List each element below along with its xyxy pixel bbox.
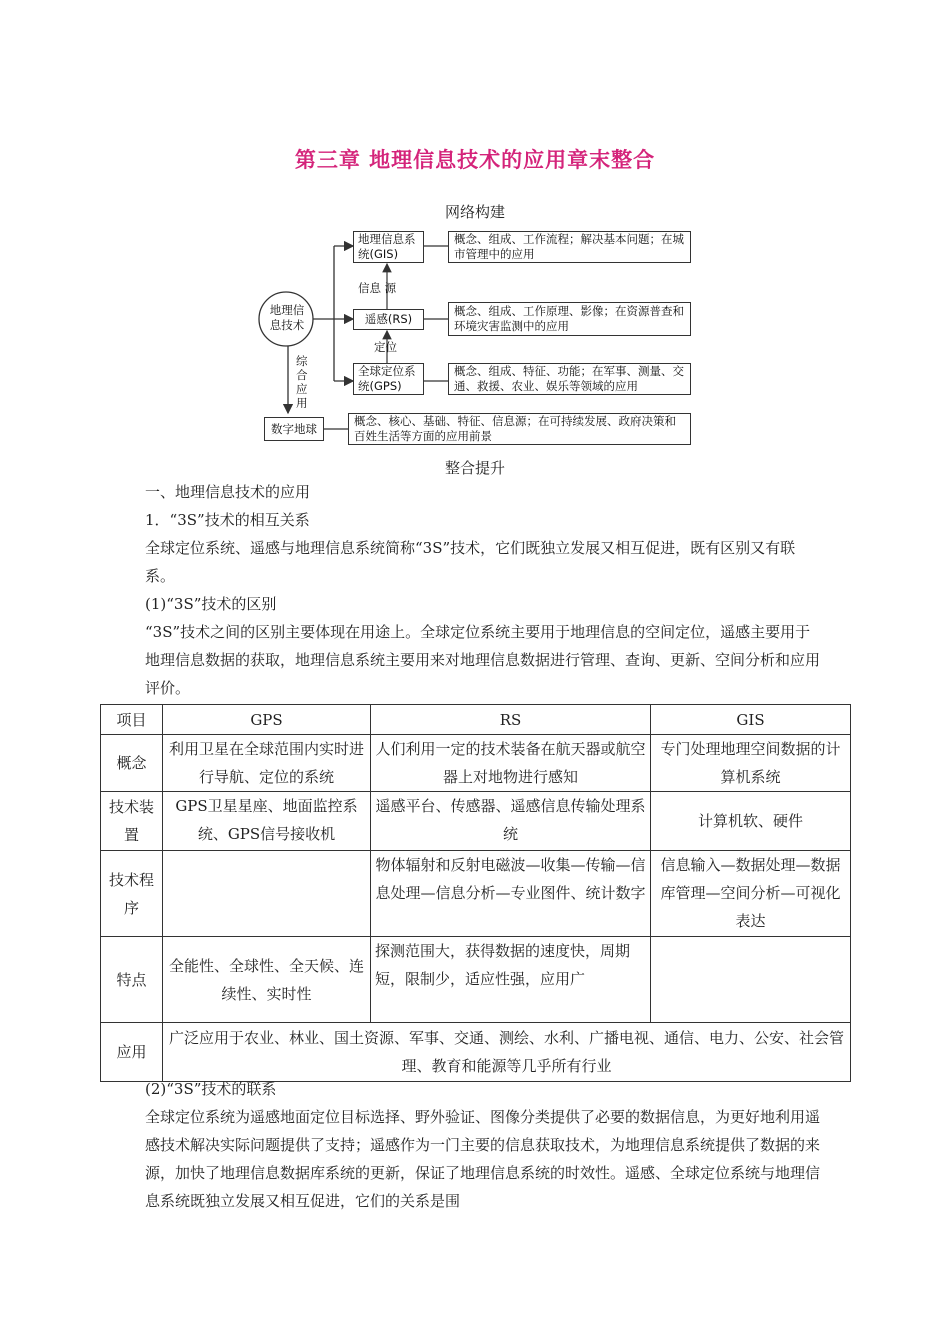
table-header-rs: RS xyxy=(371,705,651,735)
table-header-gis: GIS xyxy=(651,705,851,735)
label-positioning: 定位 xyxy=(374,340,397,354)
cell-gis xyxy=(651,937,851,1023)
row-label: 特点 xyxy=(101,937,163,1023)
cell-gis: 信息输入—数据处理—数据库管理—空间分析—可视化表达 xyxy=(651,851,851,937)
table-header-gps: GPS xyxy=(163,705,371,735)
row-label: 概念 xyxy=(101,735,163,792)
gps-description: 概念、组成、特征、功能；在军事、测量、交通、救援、农业、娱乐等领域的应用 xyxy=(448,363,691,395)
center-node-label: 地理信息技术 xyxy=(269,303,305,332)
table-row xyxy=(101,792,851,851)
connection-paragraph: 全球定位系统为遥感地面定位目标选择、野外验证、图像分类提供了必要的数据信息，为更好地利用遥感技术解决实际问题提供了支持；遥感作为一门主要的信息获取技术，为地理信息系统提供了数据的来源，加快了地理信息数据库系统的更新，保证了地理信息系统的时效性。遥感、全球定位系统与地理信息系统既独立发展又相互促进，它们的关系是围 xyxy=(145,1108,821,1210)
concept-map xyxy=(252,218,702,458)
row-label: 技术程序 xyxy=(101,851,163,937)
cell-rs: 物体辐射和反射电磁波—收集—传输—信息处理—信息分析—专业图件、统计数字 xyxy=(371,851,651,937)
subheading-connection: (2)“3S”技术的联系 xyxy=(145,1080,277,1098)
cell-gps xyxy=(163,851,371,937)
table-row xyxy=(101,1023,851,1082)
label-integrated-application: 综合应用 xyxy=(296,354,308,410)
row-label: 技术装置 xyxy=(101,792,163,851)
cell-application: 广泛应用于农业、林业、国土资源、军事、交通、测绘、水利、广播电视、通信、电力、公安、社会管理、教育和能源等几乎所有行业 xyxy=(163,1023,851,1082)
rs-description: 概念、组成、工作原理、影像；在资源普查和环境灾害监测中的应用 xyxy=(448,302,691,336)
table-header-item: 项目 xyxy=(101,705,163,735)
comparison-table xyxy=(100,704,851,1082)
intro-paragraph: 全球定位系统、遥感与地理信息系统简称“3S”技术，它们既独立发展又相互促进，既有区别又有联系。 xyxy=(145,539,796,585)
cell-rs: 人们利用一定的技术装备在航天器或航空器上对地物进行感知 xyxy=(371,735,651,792)
integration-heading: 整合提升 xyxy=(444,459,505,477)
gps-node: 全球定位系统(GPS) xyxy=(353,363,424,395)
cell-gps: 全能性、全球性、全天候、连续性、实时性 xyxy=(163,937,371,1023)
digital-earth-description: 概念、核心、基础、特征、信息源；在可持续发展、政府决策和百姓生活等方面的应用前景 xyxy=(348,413,691,445)
item-heading: 1．“3S”技术的相互关系 xyxy=(145,511,310,529)
section-heading: 一、地理信息技术的应用 xyxy=(145,483,311,501)
difference-paragraph: “3S”技术之间的区别主要体现在用途上。全球定位系统主要用于地理信息的空间定位，遥感主要用于地理信息数据的获取，地理信息系统主要用来对地理信息数据进行管理、查询、更新、空间分析和应用评价。 xyxy=(145,623,821,697)
cell-gps: 利用卫星在全球范围内实时进行导航、定位的系统 xyxy=(163,735,371,792)
cell-gis: 计算机软、硬件 xyxy=(651,792,851,851)
gis-node: 地理信息系统(GIS) xyxy=(353,231,424,263)
digital-earth-node: 数字地球 xyxy=(264,417,324,441)
subheading-difference: (1)“3S”技术的区别 xyxy=(145,595,277,613)
table-row xyxy=(101,851,851,937)
gis-description: 概念、组成、工作流程；解决基本问题；在城市管理中的应用 xyxy=(448,231,691,263)
page-title: 第三章 地理信息技术的应用章末整合 xyxy=(294,148,656,172)
label-info-source: 信息 源 xyxy=(358,281,397,295)
cell-gps: GPS卫星星座、地面监控系统、GPS信号接收机 xyxy=(163,792,371,851)
row-label: 应用 xyxy=(101,1023,163,1082)
table-row xyxy=(101,735,851,792)
cell-rs: 探测范围大，获得数据的速度快，周期短，限制少，适应性强，应用广 xyxy=(371,937,651,1023)
table-row xyxy=(101,937,851,1023)
network-heading: 网络构建 xyxy=(444,203,505,221)
cell-rs: 遥感平台、传感器、遥感信息传输处理系统 xyxy=(371,792,651,851)
cell-gis: 专门处理地理空间数据的计算机系统 xyxy=(651,735,851,792)
rs-node: 遥感(RS) xyxy=(353,309,424,330)
